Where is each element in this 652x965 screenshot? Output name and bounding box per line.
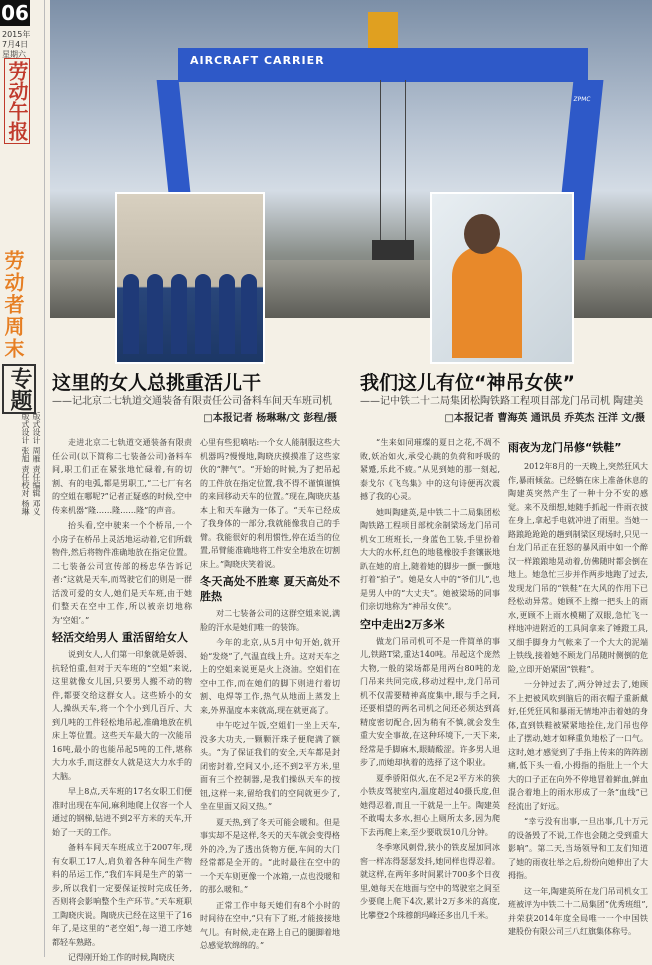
section-title: 劳动者周末 — [1, 250, 25, 360]
right-subhead-1: 空中走出2万多米 — [360, 617, 445, 631]
left-article-title: 这里的女人总挑重活儿干 — [52, 372, 262, 394]
left-article-subtitle: ——记北京二七轨道交通装备有限责任公司备料车间天车班司机 — [52, 396, 332, 407]
right-article-header — [360, 372, 645, 426]
issue-date: 2015年 7月4日 星期六 — [2, 30, 31, 59]
worker-photo — [430, 192, 574, 364]
crane-load — [372, 240, 414, 260]
left-subhead-2: 冬天高处不胜寒 夏天高处不胜热 — [200, 575, 340, 603]
right-article-byline: □本报记者 曹海英 通讯员 乔英杰 汪洋 文/摄 — [444, 413, 645, 424]
right-box-title: 雨夜为龙门吊修“铁鞋” — [508, 441, 622, 454]
page-number: 06 — [1, 1, 29, 25]
right-article-col2: 雨夜为龙门吊修“铁鞋” 2012年8月的一天晚上,突然狂风大作,暴雨倾盆。已经躺在床上准备休息的陶建英突然产生了一种十分不安的感觉。来不及细想,她随手抓起一件雨衣披在身上,拿起手电就冲进了雨里。当她一路踉跄跄跄的趟到制梁区现场时,只见一台龙门吊正在狂怒的暴风雨中如一个醉汉一样踉踉地晃动着,仿佛随时都会倒在地上。她急忙三步并作两步地跑了过去,发现龙门吊的“铁鞋”在大风的作用下已经松动异常。她顾不上擦一把头上的雨水,更顾不上雨水模糊了双眼,急忙飞一样地冲进附近的工具间拿来了锤蹬工具,又细手脚身力气帐来了一个大大的泥端上铁线,接着她不顾龙门吊随时侧倒的危险,立即开始紧固“铁鞋”。 一分钟过去了,两分钟过去了,她顾不上把被风吹到脑后的雨衣帽子重新戴好,任凭狂风和暴雨无情地冲击着她的身体,直到铁鞋被紧紧地拴住,龙门吊也停止了摆动,她才如释重负地松了一口气。这时,她才感觉到了手指上传来的阵阵剧痛,低下头一看,小拇指的指肚上一个大大的口子正在向外不停地冒着鲜血,鲜血混合着地上的雨水形成了一条“血线”已经流出了好远。 “幸亏没有出事,一旦出事,几十万元的设备毁了不说,工作也会随之受到重大影响”。第二天,当场领导和工友们知道了她的雨夜壮举之后,纷纷向她伸出了大拇指。 这一年,陶建英所在龙门吊司机女工班被评为中铁二十二局集团“优秀班组”,并荣获2014年度全局唯一一个中国铁建股份有限公司三八红旗集体称号。 — [508, 441, 648, 936]
left-article-col1: 走进北京二七轨道交通装备有限责任公司(以下简称二七装备公司)备料车间,职工们正在紧张地忙碌着,有的切割、有的电弧,都是男职工,“二七厂有名的空姐在哪呢?”记者正疑惑的时候,空中传来机器“隆……隆……隆”的声音。 抬头看,空中驶来一个个桥吊,一个小房子在桥吊上灵活地运动着,它们所载物件,然后将物件准确地放在指定位置。二七装备公司宣传部的杨忠华告诉记者:“这就是天车,而驾驶它们的则是一群活泼可爱的女人,她们是天车班,由于她们整天在空中工作,所以被亲切地称为‘空姐’。” 轻活交给男人 重活留给女人 说到女人,人们第一印象就是娇弱、抗轻怕重,但对于天车班的“空姐”来说,这里就像女儿国,只要男人搬不动的物件,都要交给这群女人。这些娇小的女人,操纵天车,将一个个小到几百斤、大到几吨的工件轻松地吊起,准确地放在机床上等位置。这些天车最大的一次能吊16吨,最小的也能吊起5吨的工件,堪称大力水手,而这群女人就是这大力水手的大脑。 早上8点,天车班的17名女职工们便准时出现在车间,麻利地爬上仅容一个人通过的钢梯,钻进不到2平方米的天车,开始了一天的工作。 备料车间天车班成立于2007年,现有女职工17人,肩负着各种车间生产物料的吊运工作,“我们车间是生产的第一步,所以我们一定要保证按时完成任务,否则将会影响整个生产环节。”天车班职工陶晓庆说。陶晓庆已经在这里干了16年了,是这里的“老空姐”,每一道工序她都轻车熟路。 记得刚开始工作的时候,陶晓庆 — [52, 438, 192, 962]
left-article-header — [52, 372, 337, 426]
team-photo — [115, 192, 265, 364]
topic-label: 专题 — [2, 364, 36, 414]
paper-logo: 劳动午报 — [4, 58, 30, 144]
crane-leg-right: ZPMC — [555, 80, 604, 260]
credits: 版式设计 周雁 责任编辑 邓义 版式设计 张旭 责任校对 杨琳 — [21, 412, 41, 516]
left-article-col2: 心里有些犯嘀咕:一个女人能制服这些大机器吗?慢慢地,陶晓庆摸摸准了这些家伙的“脾气”。“开始的时候,为了把吊起的工件放在指定位置,我不得不谨慎谨慎的来回移动天车的位置。”现在,陶晓庆基本上和天车融为一体了。“天车已经成了我身体的一部分,我就能像我自己的手臂。我能很好的利用惯性,停在适当的位置,吊臂能准确地将工件安全地放在切割床上。”陶晓庆笑着说。 冬天高处不胜寒 夏天高处不胜热 对二七装备公司的这群空姐来说,满脸的汗水是她们唯一的装饰。 今年的北京,从5月中旬开始,就开始“发烧”了,气温直线上升。这对天车之上的空姐来说更是火上浇油。空姐们在空中工作,而在她们的脚下则进行着切割、电焊等工作,热气从地面上蒸发上来,外界温度本来就高,现在就更高了。 中午吃过午饭,空姐们一坐上天车,没多大功夫,一颗颗汗珠子便爬满了额头。“为了保证我们的安全,天车都是封闭密封着,空间又小,还不到2平方米,里面有三个控制器,是我们操纵天车的按钮,这样一来,留给我们的空间就更少了,坐在里面又闷又热。” 夏天热,到了冬天可能会暖和。但是事实却不是这样,冬天的天车就会变得格外的冷,为了透出货物方便,车间的大门经常都是全开的。“此时最往在空中的一个天车则更像一个冰箱,一点也没暖和的那么暖和。” 正常工作中每天她们有8个小时的时间待在空中,“只有下了班,才能接接地气儿。有时候,走在路上自己的腿脚着地总感觉软绵绵的。” — [200, 438, 340, 950]
crane-cab — [368, 12, 398, 50]
right-article-col1: “生来如同璀璨的夏日之花,不凋不败,妖冶如火,承受心跳的负荷和呼吸的紧蹙,乐此不疲。”从见到她的那一刻起,泰戈尔《飞鸟集》中的这句诗便再次震撼了我的心灵。 她叫陶建英,是中铁二十二局集团松陶铁路工程项目部枕余制梁场龙门吊司机女工班班长,一身蓝色工装,手里扮着大大的水杯,红色的地毯橡胶手套镶嵌地趴在她的肩上,随着她的脚步一颤一颤地打着“拍子”。她是女人中的“爷们儿”,也是男人中的“大丈夫”。她被梁场的同事们亲切地称为“神吊女侠”。 空中走出2万多米 做龙门吊司机可不是一件简单的事儿,铁路T梁,重达140吨。吊起这个庞然大物,一般的梁场都是用两台80吨的龙门吊来共同完成,移动过程中,龙门吊司机不仅需要精神高度集中,眼与手之间,还要相望的两名司机之间还必须达到高精度密切配合,因为稍有不慎,就会发生重大安全事故,在这种环境下,一天下来,经常是手脚麻木,眼睛酸涩。许多男人退步了,而她却执着的选择了这个职业。 夏季骄阳似火,在不足2平方米的狭小铁皮驾驶室内,温度超过40摄氏度,但她得忍着,而且一干就是一上午。陶建英不敢喝太多水,担心上厕所太多,因为爬下去再爬上来,至少要耽误10几分钟。 冬季寒风刺骨,狭小的铁皮屋加同冰窖一样冻得瑟瑟发抖,她同样也得忍着。就这样,在两年多时间累计700多个日夜里,她每天在地面与空中的驾驶室之间至少要爬上爬下4次,累计2万多米的高度,比攀登2个珠穆朗玛峰还多出几千米。 — [360, 438, 500, 920]
left-subhead-1: 轻活交给男人 重活留给女人 — [52, 631, 188, 644]
right-article-subtitle: ——记中铁二十二局集团松陶铁路工程项目部龙门吊司机 陶建美 — [360, 396, 644, 407]
sidebar — [0, 0, 45, 957]
left-article-byline: □本报记者 杨琳琳/文 彭程/摄 — [203, 413, 337, 424]
crane-cables — [380, 80, 406, 240]
right-article-title: 我们这儿有位“神吊女侠” — [360, 372, 575, 394]
crane-beam: AIRCRAFT CARRIER — [178, 48, 588, 82]
